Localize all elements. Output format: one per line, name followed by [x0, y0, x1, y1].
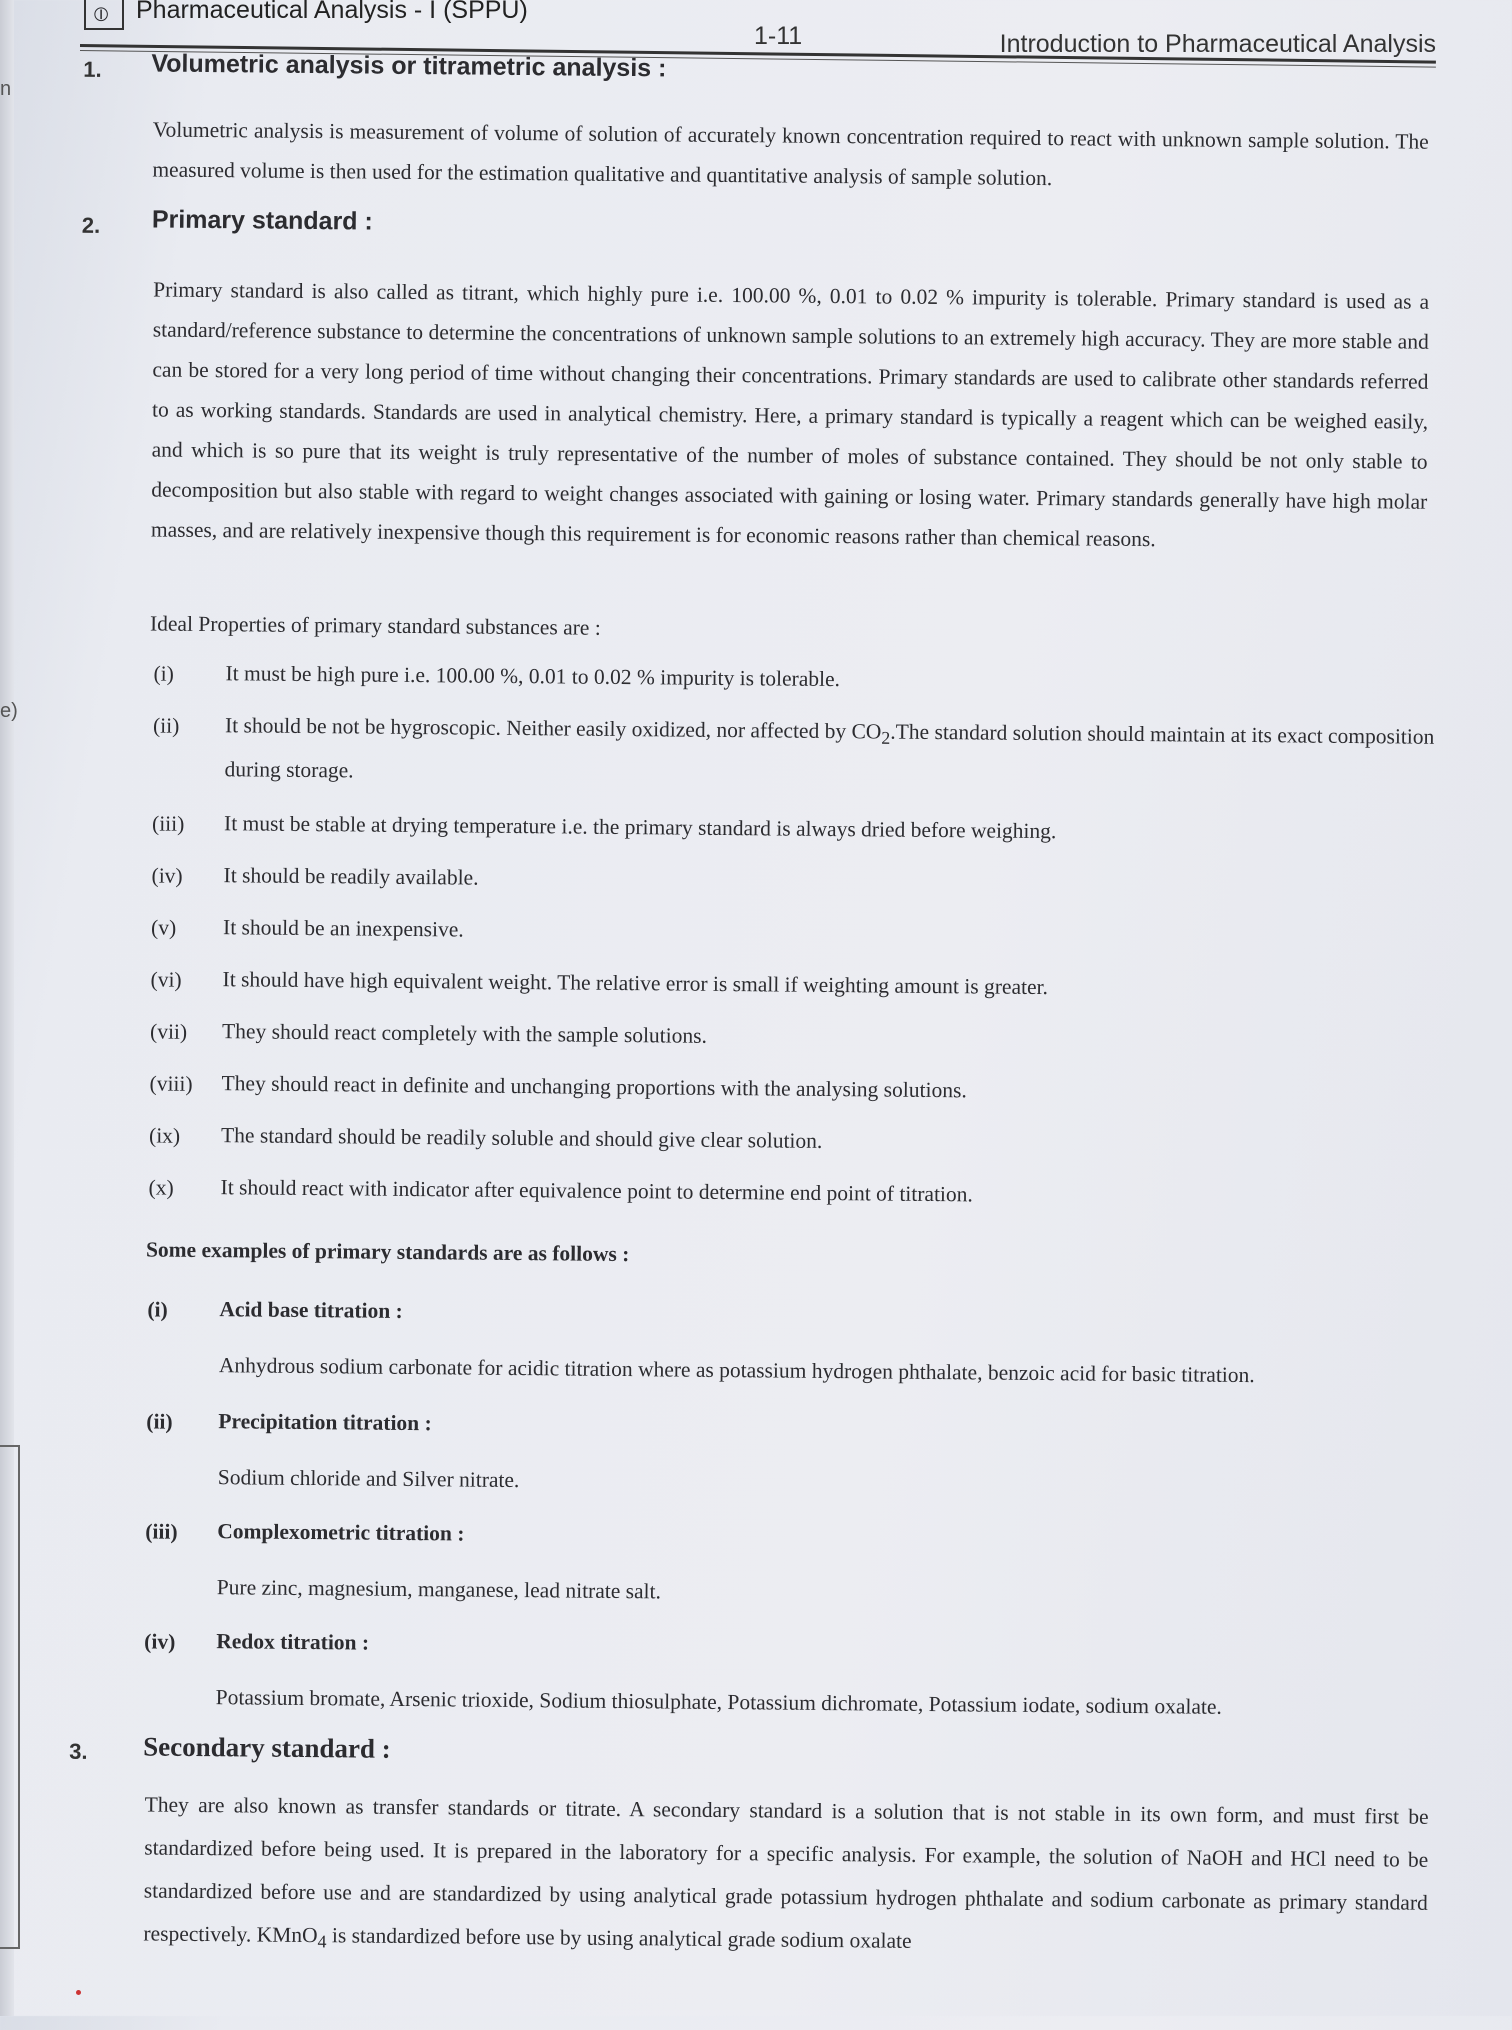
property-number: (ii)	[152, 713, 180, 738]
margin-mark-top: n	[0, 78, 12, 100]
margin-mark-mid: e)	[0, 700, 18, 722]
section-1-number: 1.	[83, 56, 102, 82]
example-text: Anhydrous sodium carbonate for acidic titration where as potassium hydrogen phthalate, benzoic acid for basic titration.	[218, 1353, 1255, 1388]
property-text: It should be an inexpensive.	[222, 915, 464, 942]
example-text: Sodium chloride and Silver nitrate.	[217, 1465, 520, 1493]
property-row	[153, 661, 1444, 692]
example-number: (ii)	[146, 1409, 173, 1434]
example-item	[145, 1519, 1435, 1604]
section-2-number: 2.	[81, 212, 101, 238]
property-row	[148, 1123, 1439, 1153]
property-row	[151, 811, 1442, 844]
property-text-part: .The standard solution should maintain at its exact composition during storage.	[224, 719, 1435, 783]
example-title: Acid base titration :	[219, 1297, 403, 1323]
section-1-heading: Volumetric analysis or titrametric analysis :	[151, 49, 667, 83]
section-2-heading: Primary standard :	[151, 205, 373, 236]
property-number: (viii)	[149, 1071, 193, 1096]
subscript: 4	[317, 1931, 327, 1952]
property-text-part: It should be not be hygroscopic. Neither easily oxidized, nor affected by CO	[224, 713, 882, 744]
property-text: It must be stable at drying temperature i.e. the primary standard is always dried before weighing.	[223, 811, 1057, 844]
property-text: It should be readily available.	[223, 863, 479, 890]
property-text	[224, 706, 1443, 800]
property-text: It must be high pure i.e. 100.00 %, 0.01 to 0.02 % impurity is tolerable.	[225, 661, 841, 692]
property-text: It should have high equivalent weight. The relative error is small if weighting amount is greater.	[222, 967, 1049, 1000]
property-number: (ix)	[148, 1123, 181, 1148]
example-text: Pure zinc, magnesium, manganese, lead nitrate salt.	[216, 1575, 662, 1604]
property-number: (x)	[148, 1175, 174, 1200]
section-3-number: 3.	[69, 1738, 88, 1764]
properties-intro: Ideal Properties of primary standard substances are :	[149, 611, 601, 640]
logo-icon: ⦶	[94, 2, 109, 26]
subscript: 2	[881, 727, 891, 748]
property-row	[148, 1175, 1439, 1207]
example-item	[147, 1297, 1438, 1388]
property-text: They should react in definite and unchanging proportions with the analysing solutions.	[221, 1071, 967, 1103]
section-3-body	[143, 1783, 1429, 1974]
property-row	[149, 1071, 1440, 1103]
property-row	[150, 967, 1441, 1000]
property-row	[150, 915, 1441, 942]
book-title: Pharmaceutical Analysis - I (SPPU)	[136, 0, 528, 24]
section-2-body: Primary standard is also called as titrant, which highly pure i.e. 100.00 %, 0.01 to 0.02 % impurity is tolerable. Primary standard is used as a standard/reference substance to determine the concentrations of unknown sample solutions to an extremely high accuracy. They are more stable and can be stored for a very long period of time without changing their concentrations. Primary standards are used to calibrate other standards referred to as working standards. Standards are used in analytical chemistry. Here, a primary standard is typically a reagent which can be weighed easily, and which is so pure that its weight is truly representative of the number of moles of substance contained. They should be not only stable to decomposition but also stable with regard to weight changes associated with gaining or losing water. Primary standards generally have high molar masses, and are relatively inexpensive though this requirement is for economic reasons rather than chemical reasons.	[150, 277, 1430, 552]
example-title: Redox titration :	[216, 1629, 370, 1655]
property-text: They should react completely with the sample solutions.	[221, 1019, 708, 1048]
property-row	[152, 713, 1443, 783]
example-number: (iii)	[145, 1519, 178, 1544]
page-number: 1-11	[754, 22, 803, 50]
property-number: (v)	[150, 915, 177, 940]
property-row	[151, 863, 1442, 890]
chapter-title: Introduction to Pharmaceutical Analysis	[999, 30, 1436, 58]
property-number: (vii)	[149, 1019, 188, 1044]
example-item	[146, 1409, 1436, 1493]
example-title: Complexometric titration :	[217, 1519, 465, 1546]
property-number: (iii)	[151, 811, 185, 836]
example-number: (iv)	[144, 1629, 176, 1654]
section-3-body-part: is standardized before use by using analytical grade sodium oxalate	[326, 1923, 912, 1953]
property-text: The standard should be readily soluble and should give clear solution.	[220, 1123, 823, 1153]
property-text: It should react with indicator after equivalence point to determine end point of titration.	[220, 1175, 973, 1207]
property-number: (i)	[153, 661, 174, 686]
section-3-heading: Secondary standard :	[143, 1731, 391, 1764]
property-number: (iv)	[151, 863, 183, 888]
example-number: (i)	[147, 1297, 168, 1322]
section-1-body: Volumetric analysis is measurement of volume of solution of accurately known concentration required to react with unknown sample solution. The measured volume is then used for the estimation qualitative and quantitative analysis of sample solution.	[152, 117, 1429, 191]
property-number: (vi)	[150, 967, 182, 992]
example-text: Potassium bromate, Arsenic trioxide, Sodium thiosulphate, Potassium dichromate, Potassium iodate, sodium oxalate.	[215, 1685, 1223, 1719]
example-item	[144, 1629, 1434, 1719]
example-title: Precipitation titration :	[218, 1409, 432, 1436]
section-3-body-part: They are also known as transfer standards or titrate. A secondary standard is a solution that is not stable in its own form, and must first be standardized before being used. It is prepared in the laboratory for a specific analysis. For example, the solution of NaOH and HCl need to be standardized before use and are standardized by using analytical grade potassium hydrogen phthalate and sodium carbonate as primary standard respectively. KMnO	[143, 1792, 1429, 1948]
examples-intro: Some examples of primary standards are as follows :	[145, 1237, 630, 1267]
property-row	[149, 1019, 1440, 1048]
